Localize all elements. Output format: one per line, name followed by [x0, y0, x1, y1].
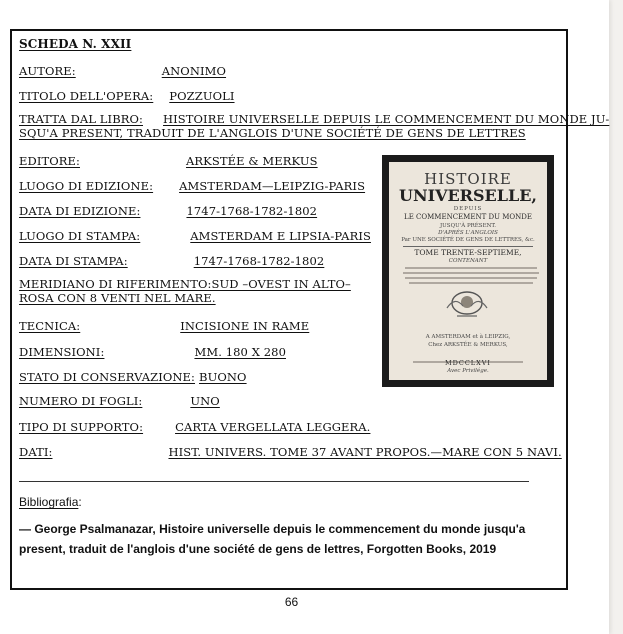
field-value: HISTOIRE UNIVERSELLE DEPUIS LE COMMENCEMENT DU MONDE JU- — [163, 112, 610, 126]
field-value: MM. 180 X 280 — [194, 345, 286, 359]
field-label: TRATTA DAL LIBRO: — [19, 112, 143, 126]
field-value: CARTA VERGELLATA LEGGERA. — [175, 420, 371, 434]
field-data-edizione — [19, 204, 317, 218]
book-line-11: Chez ARKSTÉE & MERKUS, — [428, 342, 508, 348]
field-label: DATI: — [19, 445, 53, 459]
field-line-2: ROSA CON 8 VENTI NEL MARE. — [19, 291, 216, 305]
field-value: AMSTERDAM—LEIPZIG-PARIS — [179, 179, 366, 193]
field-value: AMSTERDAM E LIPSIA-PARIS — [190, 229, 371, 243]
field-label: LUOGO DI EDIZIONE: — [19, 179, 154, 193]
divider — [19, 481, 529, 482]
book-line-title2: UNIVERSELLE, — [399, 186, 537, 205]
book-line-7: Par UNE SOCIÉTÉ DE GENS DE LETTRES, &c. — [401, 237, 535, 243]
field-label: NUMERO DI FOGLI: — [19, 394, 143, 408]
field-dati — [19, 445, 562, 459]
field-value: 1747-1768-1782-1802 — [186, 204, 318, 218]
field-value: UNO — [190, 394, 220, 408]
book-line-13: Avec Privilége. — [447, 368, 489, 374]
field-tratta — [19, 112, 609, 140]
field-stato — [19, 370, 247, 384]
book-page — [389, 162, 547, 380]
book-line-4: LE COMMENCEMENT DU MONDE — [404, 213, 532, 221]
field-titolo — [19, 89, 235, 103]
bibliography-heading-text: Bibliografia — [19, 495, 79, 509]
field-label: DATA DI STAMPA: — [19, 254, 128, 268]
book-line-title1: HISTOIRE — [424, 170, 512, 188]
book-line-3: DEPUIS — [453, 206, 483, 212]
book-line-6: D'APRÈS L'ANGLOIS — [438, 230, 498, 236]
field-label: AUTORE: — [19, 64, 76, 78]
page-number: 66 — [284, 595, 299, 609]
field-luogo-edizione — [19, 179, 365, 193]
bibliography-heading-colon: : — [78, 495, 82, 509]
field-autore — [19, 64, 244, 78]
book-contents-text — [399, 266, 537, 288]
field-label: TIPO DI SUPPORTO: — [19, 420, 144, 434]
field-value: 1747-1768-1782-1802 — [193, 254, 325, 268]
field-value: HIST. UNIVERS. TOME 37 AVANT PROPOS.—MARE CON 5 NAVI. — [168, 445, 562, 459]
field-line-1 — [19, 112, 609, 126]
field-line-2: SQU'A PRESENT, TRADUIT DE L'ANGLOIS D'UNE SOCIÉTÉ DE GENS DE LETTRES — [19, 126, 526, 140]
field-label: EDITORE: — [19, 154, 80, 168]
field-value: POZZUOLI — [169, 89, 235, 103]
field-dimensioni — [19, 345, 286, 359]
fine-print-lines — [399, 266, 543, 288]
bibliography-heading — [19, 495, 82, 509]
book-imprint-line — [407, 350, 529, 356]
book-line-9: CONTENANT — [448, 258, 488, 264]
field-meridiano — [19, 277, 351, 305]
field-label: TECNICA: — [19, 319, 81, 333]
book-line-5: JUSQU'À PRÉSENT. — [439, 223, 497, 229]
field-label: STATO DI CONSERVAZIONE: — [19, 370, 196, 384]
book-line-8: TOME TRENTE-SEPTIEME, — [403, 246, 533, 257]
field-label: LUOGO DI STAMPA: — [19, 229, 141, 243]
field-value: ANONIMO — [161, 64, 227, 78]
book-title-page-image — [382, 155, 554, 387]
field-value: SUD –OVEST IN ALTO– — [211, 277, 351, 291]
field-value: BUONO — [199, 370, 247, 384]
printer-vignette-icon — [443, 286, 491, 320]
field-label: TITOLO DELL'OPERA: — [19, 89, 154, 103]
book-line-12: MDCCLXVI — [444, 359, 492, 367]
field-tecnica — [19, 319, 309, 333]
field-editore — [19, 154, 318, 168]
field-supporto — [19, 420, 370, 434]
sheet-number: SCHEDA N. XXII — [19, 37, 132, 51]
field-value: ARKSTÉE & MERKUS — [185, 154, 318, 168]
field-line-1 — [19, 277, 351, 291]
field-data-stampa — [19, 254, 324, 268]
field-value: INCISIONE IN RAME — [180, 319, 310, 333]
field-label: DATA DI EDIZIONE: — [19, 204, 141, 218]
bibliography-entry: — George Psalmanazar, Histoire universelle depuis le commencement du monde jusqu'a present, traduit de l'anglois d'une société de gens de lettres, Forgotten Books, 2019 — [19, 522, 526, 556]
field-label: DIMENSIONI: — [19, 345, 105, 359]
book-line-10: A AMSTERDAM et à LEIPZIG, — [425, 334, 511, 340]
field-luogo-stampa — [19, 229, 371, 243]
field-fogli — [19, 394, 220, 408]
field-label: MERIDIANO DI RIFERIMENTO: — [19, 277, 212, 291]
